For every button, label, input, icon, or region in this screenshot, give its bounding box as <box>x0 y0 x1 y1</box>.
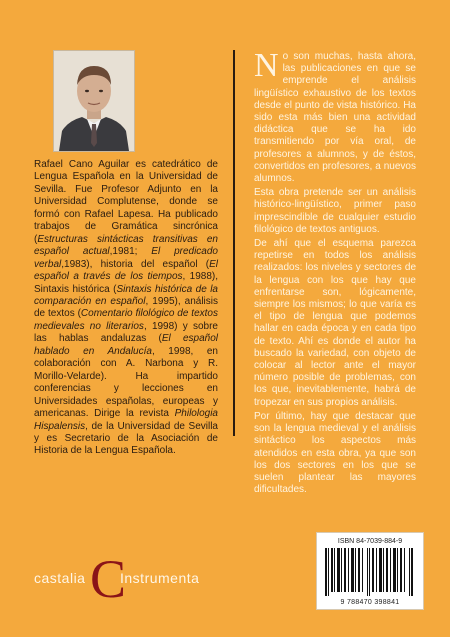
description-paragraph <box>254 47 416 185</box>
description-paragraph: De ahí que el esquema parezca repetirse en todos los análisis realizados: los niveles y sectores de la lengua con los que hay que enfrentarse son, lógicamente, siempre los mismos; lo que varía es el tipo de lengua que podemos hallar en cada época y en cada tipo de texto. Ahí es donde el autor ha buscado la variedad, con objeto de colocar al lector ante el mayor número posible de problemas, con los que, inevitablemente, habrá de tropezar en sus propios análisis. <box>254 238 416 408</box>
bio-text: Rafael Cano Aguilar es catedrático de Lengua Española en la Universidad de Sevilla. Fue Profesor Adjunto en la Universidad Complutense, donde se formó con Rafael Lapesa. Ha publicado trabajos de Gramática sincrónica ( <box>34 159 218 245</box>
bio-title: El español hablado en Andalucía <box>34 333 218 357</box>
column-divider <box>233 50 235 436</box>
author-photo <box>53 50 135 152</box>
bio-text: ,1983), historia del español ( <box>61 258 210 270</box>
bio-title: Comentario filológico de textos medievales no literarios <box>34 308 218 332</box>
bio-text: , 1998) y sobre las hablas andaluzas ( <box>34 320 218 345</box>
bio-title: Philologia Hispalensis <box>34 408 218 432</box>
publisher-name: castalia <box>34 570 86 586</box>
description-paragraph: Por último, hay que destacar que son la lengua medieval y el análisis sintáctico los aspectos más atendidos en esta obra, ya que son los dos sectores en los que se suelen plantear las mayores dificultades. <box>254 410 416 496</box>
isbn-text: ISBN 84-7039-884-9 <box>337 538 403 545</box>
drop-cap: N <box>254 47 279 84</box>
bio-title: El predicado verbal <box>34 246 218 270</box>
barcode-icon <box>325 548 415 596</box>
description-text: o son muchas, hasta ahora, las publicaciones en que se emprende el análisis lingüístico exhaustivo de los textos desde el punto de vista histórico. Ha sido esta más bien una actividad didáctica que se ha ido transmitiendo por vía oral, de profesores a alumnos, y de éstos, convertidos en profesores, a nuevos alumnos. <box>254 51 416 185</box>
collection-name: Instrumenta <box>120 570 200 586</box>
bio-text: , 1995), análisis de textos ( <box>34 295 218 320</box>
barcode-label <box>316 532 424 610</box>
bio-title: Sintaxis histórica de la comparación en español <box>34 283 218 307</box>
bio-title: Estructuras sintácticas transitivas en español actual <box>34 233 218 258</box>
bio-title: El español a través de los tiempos <box>34 258 218 283</box>
bio-text: , de la Universidad de Sevilla y es Secretario de la Asociación de Historia de la Lengua Española. <box>34 420 218 457</box>
barcode-number: 9 788470 398841 <box>340 599 400 606</box>
bio-text: , 1998, en colaboración con A. Narbona y R. Morillo-Velarde). Ha impartido conferencias y lecciones en Universidades españolas, europeas y americanas. Dirige la revista <box>34 345 218 420</box>
publisher-logo <box>34 549 214 609</box>
book-description <box>254 47 416 498</box>
author-bio <box>34 159 218 458</box>
author-portrait-icon <box>54 51 134 151</box>
description-paragraph: Esta obra pretende ser un análisis histórico-lingüístico, primer paso imprescindible de cualquier estudio filológico de textos antiguos. <box>254 187 416 235</box>
publisher-c-mark: C <box>90 549 127 609</box>
bio-text: , 1988), Sintaxis histórica ( <box>34 271 218 295</box>
bio-text: ,1981; <box>109 246 152 258</box>
